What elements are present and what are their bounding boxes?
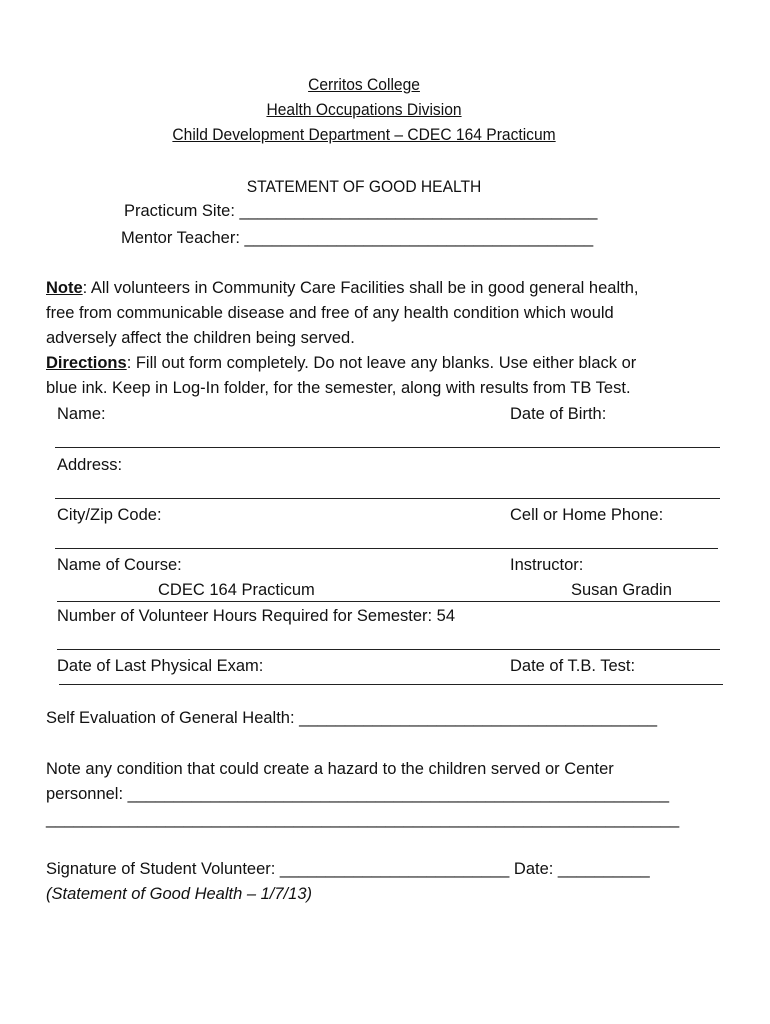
note-line-2: free from communicable disease and free of any health condition which would: [46, 304, 614, 322]
note-line-1: [46, 278, 638, 298]
division-name: Health Occupations Division: [266, 101, 462, 119]
form-title: STATEMENT OF GOOD HEALTH: [246, 178, 482, 196]
city-zip-label: City/Zip Code:: [57, 506, 162, 524]
directions-label: Directions: [46, 354, 127, 372]
form-footer: (Statement of Good Health – 1/7/13): [46, 885, 312, 903]
course-label: Name of Course:: [57, 556, 182, 574]
directions-text: : Fill out form completely. Do not leave any blanks. Use either black or: [126, 354, 637, 372]
signature-line[interactable]: Signature of Student Volunteer: _________________________ Date: __________: [46, 860, 650, 878]
phone-label: Cell or Home Phone:: [510, 506, 664, 524]
note-label: Note: [46, 279, 83, 297]
volunteer-hours: Number of Volunteer Hours Required for Semester: 54: [57, 607, 456, 625]
self-evaluation-line[interactable]: Self Evaluation of General Health: _______________________________________: [46, 709, 658, 727]
note-text: : All volunteers in Community Care Facilities shall be in good general health,: [82, 279, 639, 297]
college-name: Cerritos College: [308, 76, 420, 94]
tb-test-label: Date of T.B. Test:: [510, 657, 636, 675]
course-value: CDEC 164 Practicum: [158, 581, 315, 599]
practicum-site-line[interactable]: Practicum Site: _______________________________________: [124, 202, 598, 220]
instructor-label: Instructor:: [510, 556, 584, 574]
address-field-line[interactable]: [55, 498, 720, 499]
dob-label: Date of Birth:: [510, 405, 607, 423]
mentor-teacher-line[interactable]: Mentor Teacher: ______________________________________: [121, 229, 594, 247]
name-dob-field-line[interactable]: [55, 447, 720, 448]
instructor-value: Susan Gradin: [571, 581, 672, 599]
hazard-line-2[interactable]: personnel: ___________________________________________________________: [46, 785, 670, 803]
directions-line-1: [46, 353, 636, 373]
address-label: Address:: [57, 456, 123, 474]
physical-tb-field-line[interactable]: [59, 684, 723, 685]
hazard-line-1: Note any condition that could create a hazard to the children served or Center: [46, 760, 614, 778]
name-label: Name:: [57, 405, 106, 423]
department-name: Child Development Department – CDEC 164 Practicum: [172, 126, 556, 144]
last-physical-label: Date of Last Physical Exam:: [57, 657, 264, 675]
directions-line-2: blue ink. Keep in Log-In folder, for the semester, along with results from TB Test.: [46, 379, 631, 397]
course-field-line[interactable]: [57, 601, 720, 602]
hazard-line-3[interactable]: _____________________________________________________________________: [46, 810, 680, 828]
hours-field-line[interactable]: [57, 649, 720, 650]
city-phone-field-line[interactable]: [55, 548, 718, 549]
note-line-3: adversely affect the children being served.: [46, 329, 355, 347]
